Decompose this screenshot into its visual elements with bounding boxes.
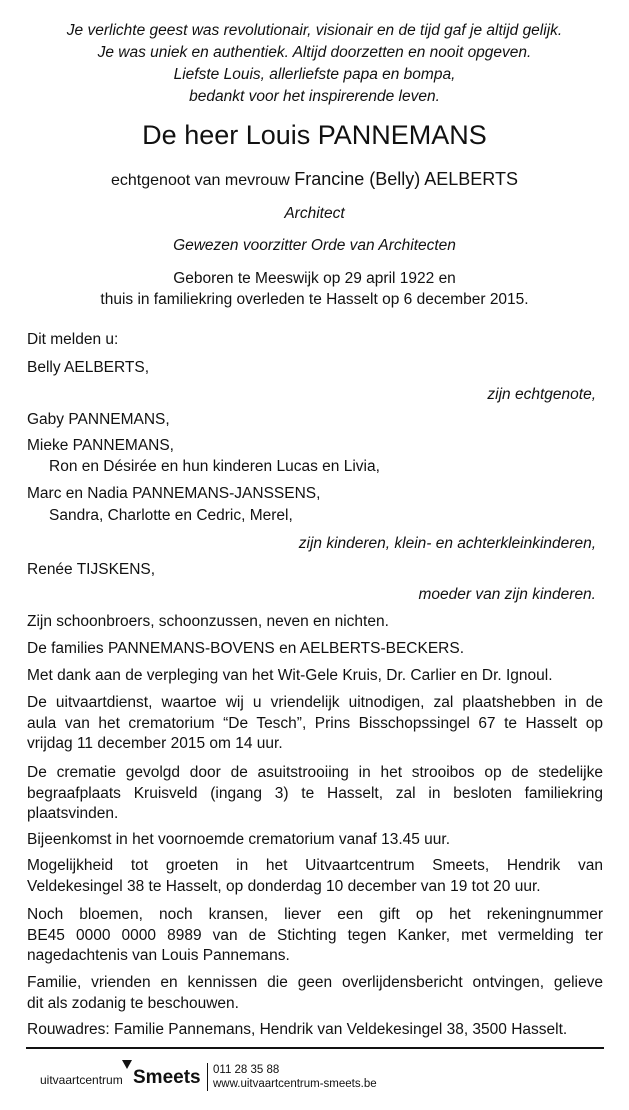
brand-prefix: uitvaartcentrum — [40, 1073, 123, 1087]
flowers-paragraph — [27, 905, 603, 967]
funeral-line-3: vrijdag 11 december 2015 om 14 uur. — [27, 735, 283, 752]
notice-paragraph — [27, 973, 603, 1014]
former-position: Gewezen voorzitter Orde van Architecten — [173, 237, 456, 254]
flowers-line-1: Noch bloemen, noch kransen, liever een gift op het rekeningnummer — [27, 906, 603, 923]
death-line: thuis in familiekring overleden te Hasselt op 6 december 2015. — [100, 291, 529, 308]
role-children: zijn kinderen, klein- en achterkleinkinderen, — [298, 535, 596, 552]
footer-separator — [207, 1063, 208, 1091]
brand-name: Smeets — [133, 1067, 201, 1088]
cremation-line-2: begraafplaats Kruisveld (ingang 3) te Hasselt, zal in besloten familiekring — [27, 784, 603, 802]
footer-divider — [26, 1047, 604, 1049]
address-line: Rouwadres: Familie Pannemans, Hendrik van Veldekesingel 38, 3500 Hasselt. — [27, 1021, 568, 1038]
thanks-line: Met dank aan de verpleging van het Wit-Gele Kruis, Dr. Carlier en Dr. Ignoul. — [27, 667, 553, 684]
notice-line-2: dit als zodanig te beschouwen. — [27, 994, 239, 1012]
flowers-line-3: nagedachtenis van Louis Pannemans. — [27, 947, 290, 964]
poem-line-1: Je verlichte geest was revolutionair, visionair en de tijd gaf je altijd gelijk. — [66, 22, 563, 39]
visit-line-1: Mogelijkheid tot groeten in het Uitvaartcentrum Smeets, Hendrik van — [27, 857, 603, 874]
inlaws-line: Zijn schoonbroers, schoonzussen, neven en nichten. — [27, 613, 389, 630]
mourner-belly: Belly AELBERTS, — [27, 359, 150, 376]
mourner-marc: Marc en Nadia PANNEMANS-JANSSENS, — [27, 485, 321, 502]
cremation-line-1: De crematie gevolgd door de asuitstrooiing in het strooibos op de stedelijke — [27, 764, 603, 781]
spouse-line — [0, 169, 629, 190]
funeral-line-2: aula van het crematorium “De Tesch”, Prins Bisschopssingel 67 te Hasselt op — [27, 714, 603, 732]
funeral-paragraph — [27, 693, 603, 755]
poem-line-3: Liefste Louis, allerliefste papa en bompa, — [173, 66, 456, 83]
role-spouse: zijn echtgenote, — [487, 386, 596, 403]
logo-triangle-icon — [122, 1060, 132, 1069]
visit-paragraph — [27, 856, 603, 897]
flowers-line-2: BE45 0000 0000 8989 van de Stichting tegen Kanker, met vermelding ter — [27, 926, 603, 944]
funeral-line-1: De uitvaartdienst, waartoe wij u vriendelijk uitnodigen, zal plaatshebben in de — [27, 694, 603, 711]
mourner-mieke: Mieke PANNEMANS, — [27, 437, 174, 454]
deceased-name: De heer Louis PANNEMANS — [142, 120, 487, 150]
role-mother: moeder van zijn kinderen. — [418, 586, 596, 603]
poem-line-2: Je was uniek en authentiek. Altijd doorzetten en nooit opgeven. — [97, 44, 532, 61]
cremation-paragraph — [27, 763, 603, 825]
poem-line-4: bedankt voor het inspirerende leven. — [189, 88, 440, 105]
mourner-gaby: Gaby PANNEMANS, — [27, 411, 170, 428]
phone-number: 011 28 35 88 — [213, 1064, 280, 1076]
website-link[interactable]: www.uitvaartcentrum-smeets.be — [213, 1078, 377, 1090]
gathering-line: Bijeenkomst in het voornoemde crematorium vanaf 13.45 uur. — [27, 831, 451, 848]
cremation-line-3: plaatsvinden. — [27, 805, 119, 822]
spouse-name: Francine (Belly) AELBERTS — [294, 169, 518, 189]
mourner-marc-family: Sandra, Charlotte en Cedric, Merel, — [49, 507, 293, 524]
profession: Architect — [284, 205, 345, 222]
mourner-mieke-family: Ron en Désirée en hun kinderen Lucas en Livia, — [49, 458, 380, 475]
mourner-renee: Renée TIJSKENS, — [27, 561, 156, 578]
birth-line: Geboren te Meeswijk op 29 april 1922 en — [173, 270, 456, 287]
announce-line: Dit melden u: — [27, 331, 119, 348]
families-line: De families PANNEMANS-BOVENS en AELBERTS-BECKERS. — [27, 640, 465, 657]
notice-line-1: Familie, vrienden en kennissen die geen overlijdensbericht ontvingen, gelieve — [27, 974, 603, 991]
visit-line-2: Veldekesingel 38 te Hasselt, op donderdag 10 december van 19 tot 20 uur. — [27, 877, 541, 895]
spouse-prefix: echtgenoot van mevrouw — [111, 172, 290, 189]
